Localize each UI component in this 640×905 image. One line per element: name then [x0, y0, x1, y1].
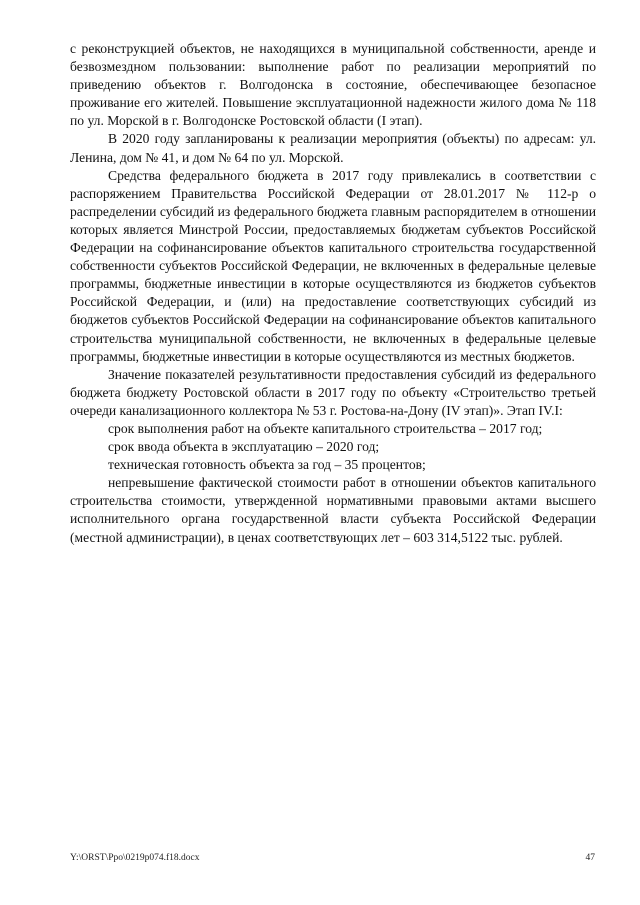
indicator-commissioning-deadline: срок ввода объекта в эксплуатацию – 2020 год;: [108, 439, 380, 455]
footer-page-number: 47: [585, 853, 595, 863]
indicator-completion-deadline: срок выполнения работ на объекте капитального строительства – 2017 год;: [108, 420, 543, 436]
paragraph-reconstruction-continuation: с реконструкцией объектов, не находящихся в муниципальной собственности, аренде и безвозмездном пользовании: выполнение работ по реализации мероприятий по приведению объектов г. Волгодонска в состояние, обеспечивающее безопасное проживание его жителей. Повышение эксплуатационной надежности жилого дома № 118 по ул. Морской в г. Волгодонске Ростовской области (I этап).: [70, 41, 596, 129]
paragraph-performance-indicators: Значение показателей результативности предоставления субсидий из федерального бюджета бюджету Ростовской области в 2017 году по объекту «Строительство третьей очереди канализационного коллектора № 53 г. Ростова-на-Дону (IV этап)». Этап IV.I:: [70, 366, 596, 418]
footer-file-path: Y:\ORST\Ppo\0219p074.f18.docx: [70, 853, 200, 863]
document-body: [70, 40, 596, 547]
indicator-cost-limit: непревышение фактической стоимости работ в отношении объектов капитального строительства стоимости, утвержденной нормативными правовыми актами высшего исполнительного органа государственной власти субъекта Российской Федерации (местной администрации), в ценах соответствующих лет – 603 314,5122 тыс. рублей.: [70, 475, 596, 545]
indicator-technical-readiness: техническая готовность объекта за год – 35 процентов;: [108, 457, 426, 473]
paragraph-2020-plans: В 2020 году запланированы к реализации мероприятия (объекты) по адресам: ул. Ленина, дом № 41, и дом № 64 по ул. Морской.: [70, 131, 596, 165]
paragraph-federal-funds: Средства федерального бюджета в 2017 году привлекались в соответствии с распоряжением Правительства Российской Федерации от 28.01.2017 № 112-р о распределении субсидий из федерального бюджета главным распорядителем в отношении которых является Минстрой России, предоставляемых бюджетам субъектов Российской Федерации на софинансирование объектов капитального строительства государственной собственности субъектов Российской Федерации, не включенных в федеральные целевые программы, бюджетные инвестиции в которые осуществляются из бюджетов субъектов Российской Федерации, и (или) на предоставление соответствующих субсидий из бюджетов субъектов Российской Федерации на софинансирование объектов капитального строительства муниципальной собственности, не включенных в федеральные целевые программы, бюджетные инвестиции в которые осуществляются из местных бюджетов.: [70, 167, 596, 364]
